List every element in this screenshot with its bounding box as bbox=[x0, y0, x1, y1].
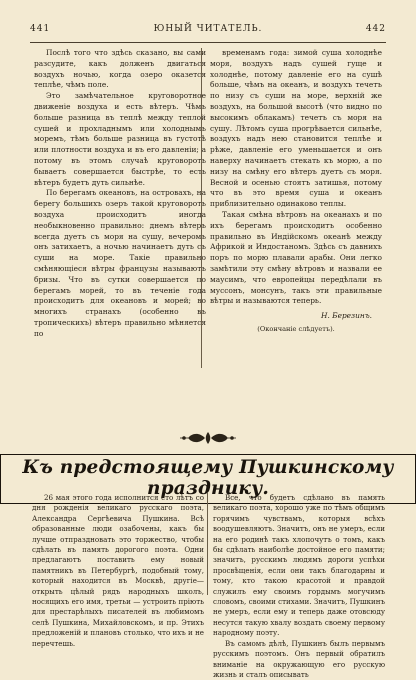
article1-paragraph: временамъ года: зимой суша холоднѣе моря, воздухъ надъ сушей гуще и холоднѣе, потому давленіе его на сушѣ больше, чѣмъ на океанъ, и воздухъ течетъ по низу съ суши на море, верхній же воздухъ, на большой высотѣ (что видно по высокимъ облакамъ) течетъ съ моря на сушу. Лѣтомъ суша прогрѣвается сильнѣе, воздухъ надъ нею становится теплѣе и рѣже, давленіе его уменьшается и онъ наверху начинаетъ стекать къ морю, а по низу на смѣну его вѣтеръ дуетъ съ моря. Весной и осенью стоятъ затишья, потому что въ это время суша и океанъ приблизительно одинаково теплы. bbox=[210, 48, 382, 209]
column-divider bbox=[207, 493, 208, 595]
page-number-left: 441 bbox=[30, 24, 51, 34]
article2-paragraph: Въ самомъ дѣлѣ, Пушкинъ былъ первымъ русскимъ поэтомъ. Онъ первый обратилъ вниманіе на окружающую его русскую жизнь и сталъ описывать bbox=[213, 638, 385, 679]
author-signature: Н. Березинъ. bbox=[321, 311, 372, 321]
article1-left-column bbox=[34, 48, 206, 340]
article2-right-column bbox=[213, 493, 385, 680]
article2-title-text: Къ предстоящему Пушкинскому празднику. bbox=[0, 454, 416, 504]
page-number-right: 442 bbox=[365, 24, 386, 34]
decorative-ornament-icon bbox=[178, 430, 238, 446]
article1-right-column bbox=[210, 48, 382, 335]
header-rule bbox=[30, 42, 386, 43]
column-divider bbox=[201, 48, 202, 368]
article2-left-column bbox=[32, 493, 204, 649]
continuation-note: (Окончаніе слѣдуетъ). bbox=[257, 324, 335, 333]
article1-paragraph: По берегамъ океановъ, на островахъ, на берегу большихъ озеръ такой круговоротъ воздуха происходитъ иногда необыкновенно правильно: днемъ вѣтеръ всегда дуетъ съ моря на сушу, вечеромъ онъ затихаетъ, а ночью начинаетъ дуть съ суши на море. Такіе правильно смѣняющіеся вѣтры французы называютъ бризы. Что въ сутки совершается по берегамъ морей, то въ теченіе года происходитъ для океановъ и морей; во многихъ странахъ (особенно въ тропическихъ) вѣтеръ правильно мѣняется по bbox=[34, 188, 206, 338]
journal-title: ЮНЫЙ ЧИТАТЕЛЬ. bbox=[153, 24, 263, 34]
article1-paragraph: Послѣ того что здѣсь сказано, вы сами разсудите, какъ долженъ двигаться воздухъ ночью, когда озеро оказется теплѣе, чѣмъ поле. bbox=[34, 48, 206, 90]
article2-paragraph: Все, что будетъ сдѣлано въ память великаго поэта, хорошо уже по тѣмъ общимъ горячимъ чувствамъ, которыя всѣхъ воодушевляютъ. Значитъ, онъ не умеръ, если на его родинѣ такъ хлопочутъ о томъ, какъ бы сдѣлать наиболѣе достойное его памяти; значитъ, русскимъ людямъ дороги успѣхи просвѣщенія, если они такъ благодарны и тому, кто такою красотой и правдой служилъ ему своимъ гордымъ могучимъ словомъ, своими стихами. Значитъ, Пушкинъ не умеръ, если ему и теперь даже отовсюду несутся такую хвалу воздать своему первому народному поэту. bbox=[213, 493, 385, 638]
article1-paragraph: Это замѣчательное круговоротное движеніе воздуха и есть вѣтеръ. Чѣмъ больше разница въ теплѣ между теплой сушей и прохладнымъ или холоднымъ моремъ, тѣмъ больше разница въ густотѣ или плотности воздуха и въ его давленіи; а потому въ этомъ случаѣ круговоротъ бываетъ совершается быстрѣе, то есть вѣтеръ будетъ дуть сильнѣе. bbox=[34, 91, 206, 187]
running-header bbox=[30, 24, 386, 38]
article2-paragraph: 26 мая этого года исполнится сто лѣтъ со дня рожденія великаго русскаго поэта, Александра Сергѣевича Пушкина. Всѣ образованные люди озабочены, какъ бы лучше отпраздновать это торжество, чтобы сдѣлать въ память дорогого поэта. Одни предлагаютъ поставить ему новый памятникъ въ Петербургѣ, подобный тому, который находится въ Москвѣ, другіе—открыть цѣлый рядъ народныхъ школъ, носящихъ его имя, третьи — устроить пріють для престарѣлыхъ писателей въ любимомъ селѣ Пушкина, Михайловскомъ, и пр. Этихъ предложеній и плановъ столько, что ихъ и не перечтешь. bbox=[32, 493, 204, 648]
article1-paragraph: Такая смѣна вѣтровъ на океанахъ и по ихъ берегамъ происходитъ особенно правильно въ Индійскомъ океанѣ между Африкой и Индостаномъ. Здѣсь съ давнихъ поръ по морю плавали арабы. Они легко замѣтили эту смѣну вѣтровъ и назвали ее маусимъ, что европейцы передѣлали въ муссонъ, монсунъ, такъ эти правильные вѣтры и называются теперь. bbox=[210, 209, 382, 306]
